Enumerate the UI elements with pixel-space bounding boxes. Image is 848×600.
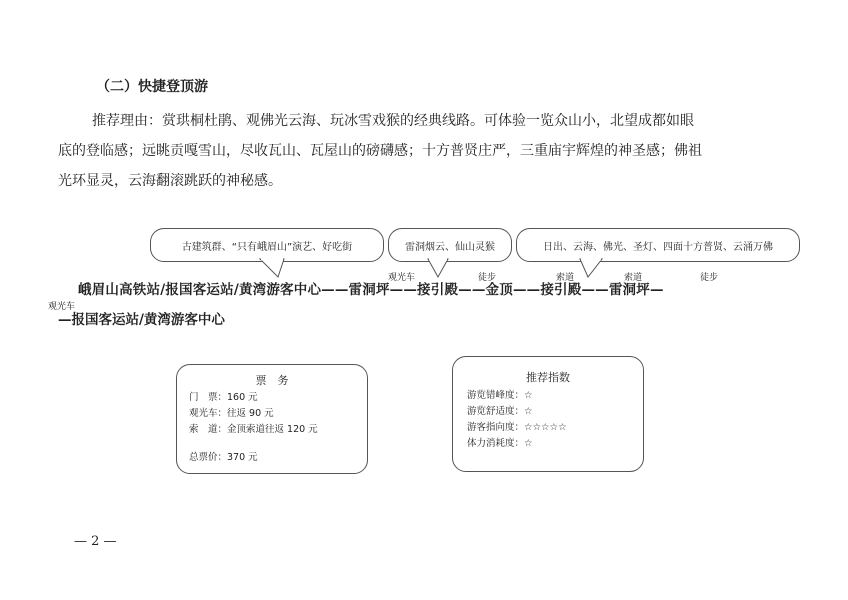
page-number: — 2 — <box>74 534 117 549</box>
recommend-box-title: 推荐指数 <box>526 371 570 384</box>
ticket-row: 观光车：往返 90 元 <box>189 408 274 419</box>
transport-label-bus: 观光车 <box>388 273 416 283</box>
ticket-row: 门 票：160 元 <box>189 392 258 403</box>
section-heading: （二）快捷登顶游 <box>96 79 208 95</box>
transport-label-cable: 索道 <box>556 273 575 283</box>
recommend-row: 游览错峰度：☆ <box>467 390 533 401</box>
transport-label-bus: 观光车 <box>48 302 76 312</box>
intro-line: 推荐理由：赏珙桐杜鹃、观佛光云海、玩冰雪戏猴的经典线路。可体验一览众山小，北望成都如眼 <box>92 113 694 129</box>
callout-text: 日出、云海、佛光、圣灯、四面十方普贤、云涌万佛 <box>543 241 773 253</box>
transport-label-walk: 徒步 <box>700 273 719 283</box>
ticket-row: 索 道：金顶索道往返 120 元 <box>189 424 318 435</box>
route-line-2: —报国客运站/黄湾游客中心 <box>58 312 225 328</box>
recommend-box <box>452 356 644 472</box>
recommend-row: 游览舒适度：☆ <box>467 406 533 417</box>
intro-line: 底的登临感；远眺贡嘎雪山，尽收瓦山、瓦屋山的磅礴感；十方普贤庄严，三重庙宇辉煌的神圣感；佛祖 <box>58 143 702 159</box>
callout-text: 雷洞烟云、仙山灵猴 <box>405 241 495 253</box>
intro-paragraph <box>58 106 798 196</box>
transport-label-walk: 徒步 <box>478 273 497 283</box>
callout-attractions-base <box>150 228 384 262</box>
callout-text: 古建筑群、“只有峨眉山”演艺、好吃街 <box>181 241 353 253</box>
recommend-row: 体力消耗度：☆ <box>467 438 533 449</box>
callout-leidongping <box>388 228 512 262</box>
recommend-row: 游客指向度：☆☆☆☆☆ <box>467 422 567 433</box>
ticket-total: 总票价：370 元 <box>189 452 258 463</box>
route-line-1: 峨眉山高铁站/报国客运站/黄湾游客中心——雷洞坪——接引殿——金顶——接引殿——雷洞坪— <box>78 282 664 298</box>
transport-label-cable: 索道 <box>624 273 643 283</box>
ticket-box-title: 票 务 <box>255 374 289 387</box>
callout-tail <box>240 259 300 279</box>
intro-line: 光环显灵，云海翻滚跳跃的神秘感。 <box>58 173 282 189</box>
ticket-box <box>176 364 368 474</box>
callout-jinding <box>516 228 800 262</box>
